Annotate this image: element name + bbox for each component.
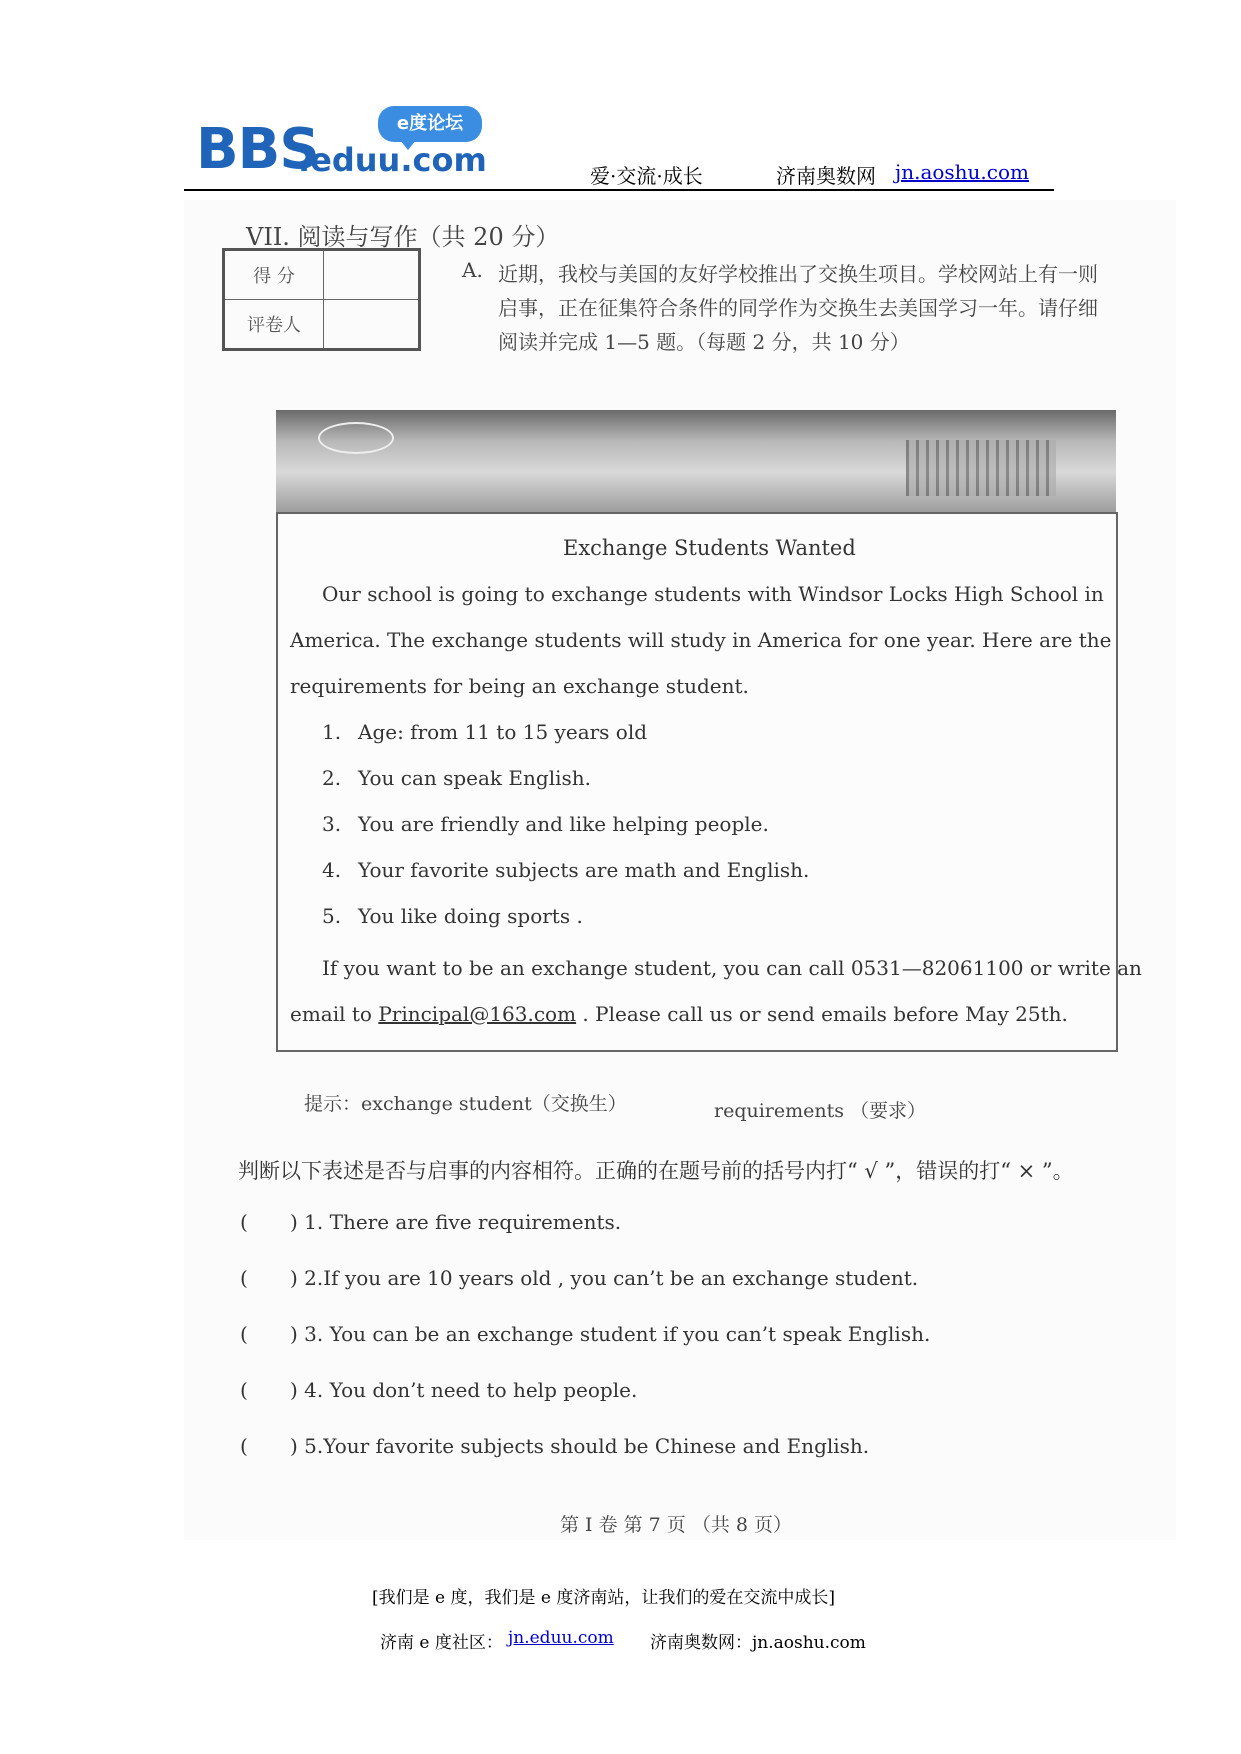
section-title: VII. 阅读与写作（共 20 分） [246, 223, 560, 251]
requirement-text: You can speak English. [358, 766, 591, 790]
question-text: ) 5.Your favorite subjects should be Chinese and English. [290, 1434, 870, 1458]
footer-community-label: 济南 e 度社区： [380, 1633, 503, 1653]
answer-paren: ( [240, 1434, 248, 1458]
requirement-text: Age: from 11 to 15 years old [358, 720, 648, 744]
score-table [222, 248, 421, 351]
contact-prefix: email to [290, 1002, 379, 1026]
vocab-hint: 提示：exchange student（交换生） [304, 1093, 627, 1115]
question-text: ) 3. You can be an exchange student if you can’t speak English. [290, 1322, 931, 1346]
requirement-text: You are friendly and like helping people. [358, 812, 769, 836]
grader-label: 评卷人 [224, 300, 324, 350]
notice-paragraph-line: requirements for being an exchange student. [290, 674, 749, 698]
requirement-text: You like doing sports . [358, 904, 583, 928]
question-text: ) 2.If you are 10 years old , you can’t be an exchange student. [290, 1266, 919, 1290]
header-divider [184, 189, 1054, 191]
question-instruction: 判断以下表述是否与启事的内容相符。正确的在题号前的括号内打“ √ ”，错误的打“ × ”。 [238, 1159, 1074, 1183]
grader-cell [324, 300, 420, 350]
site-logo[interactable] [196, 106, 486, 186]
notice-contact-line-2 [290, 1002, 1068, 1026]
contact-suffix: . Please call us or send emails before May 25th. [576, 1002, 1068, 1026]
page-number: 第 I 卷 第 7 页 （共 8 页） [560, 1514, 792, 1536]
intro-line: 阅读并完成 1—5 题。（每题 2 分，共 10 分） [498, 330, 910, 354]
header-slogan: 爱·交流·成长 [590, 164, 703, 188]
notice-paragraph-line: Our school is going to exchange students with Windsor Locks High School in [322, 582, 1104, 606]
school-building-graphic [906, 440, 1056, 496]
notice-contact-line: If you want to be an exchange student, you can call 0531—82061100 or write an [322, 956, 1142, 980]
intro-line: 启事，正在征集符合条件的同学作为交换生去美国学习一年。请仔细 [498, 296, 1098, 320]
answer-paren: ( [240, 1266, 248, 1290]
school-banner-image [276, 410, 1116, 518]
score-label: 得 分 [224, 250, 324, 300]
logo-bbs-text: BBS [196, 117, 319, 182]
requirement-number: 4. [322, 858, 342, 882]
logo-domain-text: .eduu.com [298, 141, 487, 179]
question-text: ) 4. You don’t need to help people. [290, 1378, 638, 1402]
requirement-number: 5. [322, 904, 342, 928]
header-site-link[interactable]: jn.aoshu.com [895, 160, 1029, 184]
requirement-number: 2. [322, 766, 342, 790]
score-cell [324, 250, 420, 300]
header-site-name: 济南奥数网 [776, 164, 876, 188]
requirement-number: 3. [322, 812, 342, 836]
vocab-hint: requirements （要求） [714, 1100, 927, 1122]
footer-site-text: 济南奥数网：jn.aoshu.com [650, 1633, 866, 1653]
notice-title: Exchange Students Wanted [563, 536, 856, 560]
part-label: A. [462, 258, 483, 282]
footer-community-link[interactable]: jn.eduu.com [508, 1628, 614, 1648]
answer-paren: ( [240, 1210, 248, 1234]
requirement-number: 1. [322, 720, 342, 744]
contact-email-link[interactable]: Principal@163.com [378, 1002, 577, 1026]
requirement-text: Your favorite subjects are math and English. [358, 858, 810, 882]
question-text: ) 1. There are five requirements. [290, 1210, 622, 1234]
logo-bubble: e度论坛 [378, 106, 482, 142]
footer-slogan: [我们是 e 度，我们是 e 度济南站，让我们的爱在交流中成长] [372, 1588, 835, 1608]
intro-line: 近期，我校与美国的友好学校推出了交换生项目。学校网站上有一则 [498, 262, 1098, 286]
answer-paren: ( [240, 1322, 248, 1346]
notice-paragraph-line: America. The exchange students will study in America for one year. Here are the [290, 628, 1112, 652]
school-emblem-icon [318, 422, 394, 454]
answer-paren: ( [240, 1378, 248, 1402]
